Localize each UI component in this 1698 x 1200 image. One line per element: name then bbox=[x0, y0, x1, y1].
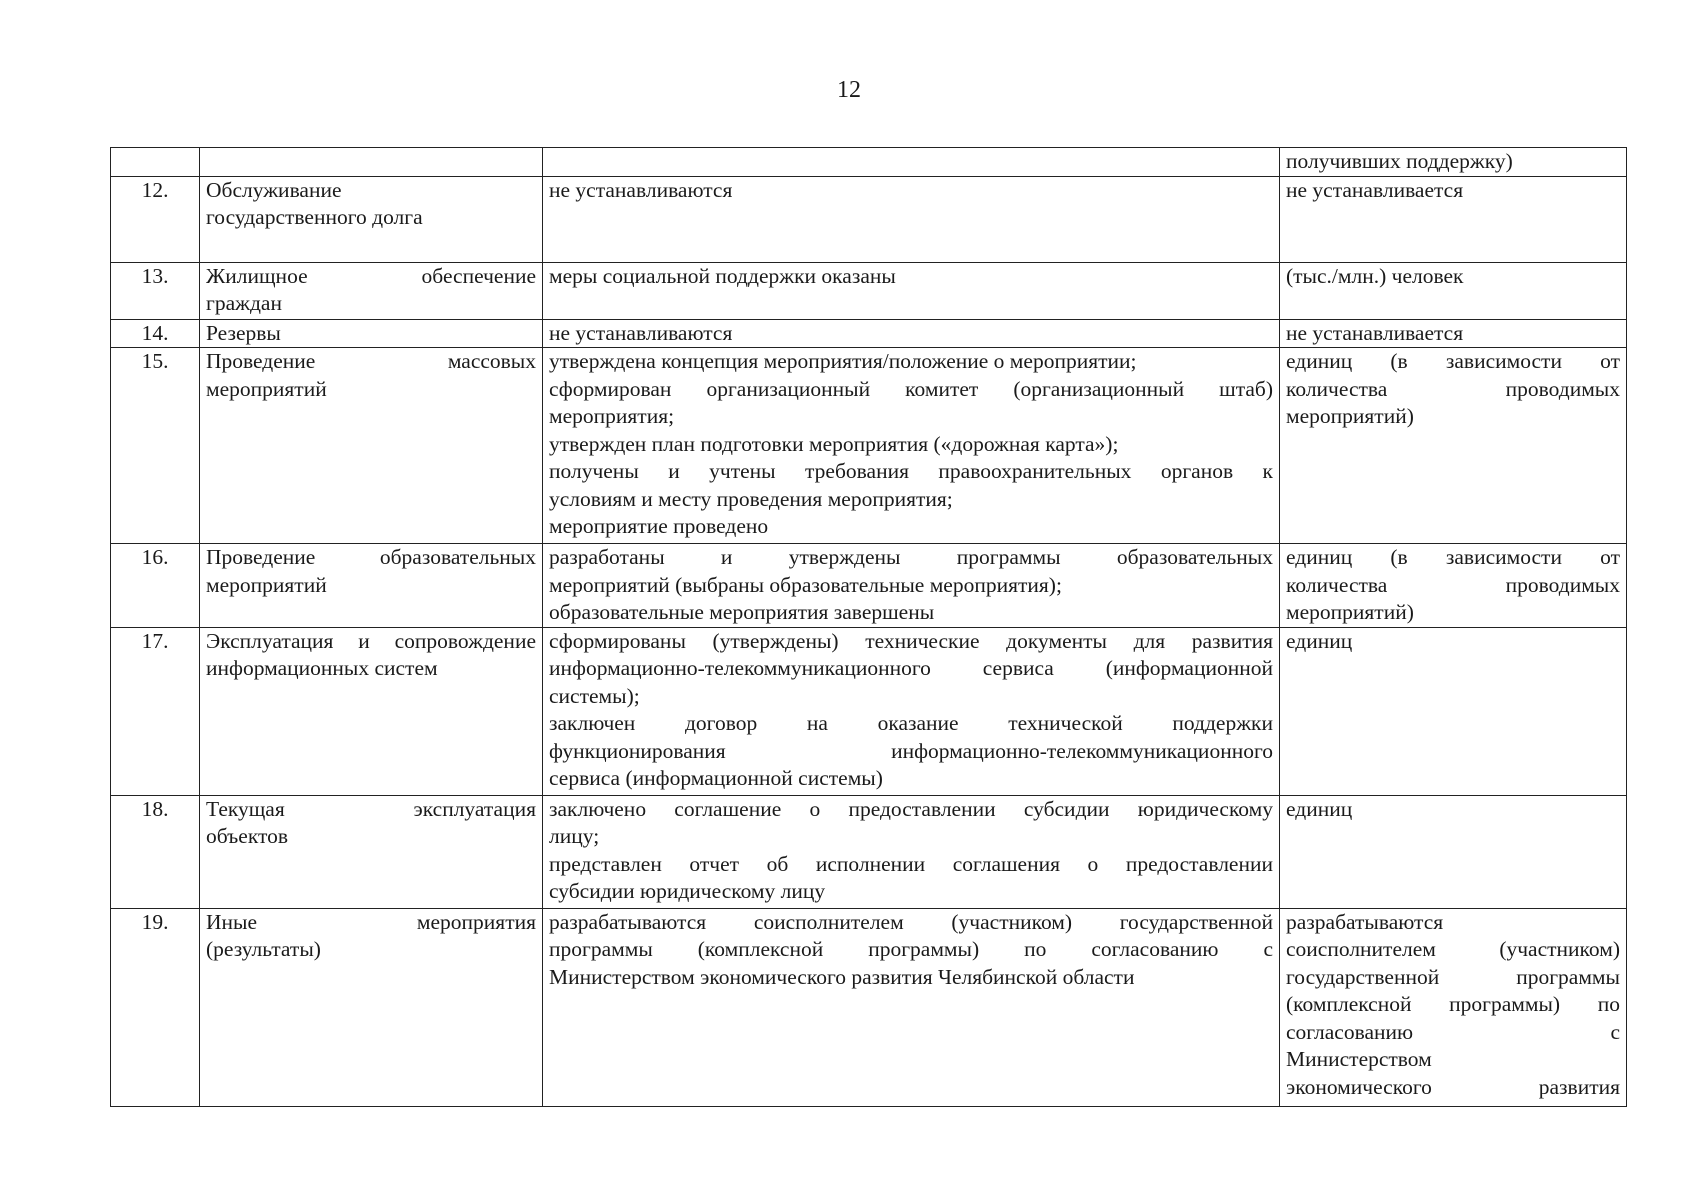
result-description-line: сервиса (информационной системы) bbox=[549, 766, 883, 790]
row-number: 15. bbox=[141, 349, 169, 373]
result-description-line: информационно-телекоммуникационного сервиса (информационной bbox=[549, 656, 1273, 680]
activity-name-cell bbox=[200, 262, 543, 319]
result-description-line: Министерством экономического развития Челябинской области bbox=[549, 964, 1135, 989]
measurement-unit-line: Министерством bbox=[1286, 1047, 1432, 1071]
table-row bbox=[111, 148, 1627, 177]
measurement-unit-cell bbox=[1280, 319, 1627, 348]
result-description-line: функционирования информационно-телекоммуникационного bbox=[549, 738, 1273, 763]
measurement-unit-line: мероприятий) bbox=[1286, 600, 1414, 624]
result-description-cell bbox=[543, 544, 1280, 628]
measurement-unit-line: соисполнителем (участником) bbox=[1286, 937, 1620, 961]
measurement-unit-line: мероприятий) bbox=[1286, 404, 1414, 428]
table-row bbox=[111, 627, 1627, 795]
row-number-cell bbox=[111, 627, 200, 795]
result-description-cell bbox=[543, 795, 1280, 908]
row-number-cell bbox=[111, 544, 200, 628]
row-number-cell bbox=[111, 262, 200, 319]
result-description-line: мероприятия; bbox=[549, 404, 675, 428]
result-description-line: условиям и месту проведения мероприятия; bbox=[549, 486, 953, 511]
table-row bbox=[111, 348, 1627, 544]
measurement-unit-line: единиц bbox=[1286, 628, 1353, 653]
result-description-line: заключено соглашение о предоставлении субсидии юридическому bbox=[549, 796, 1273, 821]
row-number-cell bbox=[111, 795, 200, 908]
measurement-unit-cell bbox=[1280, 348, 1627, 544]
measurement-unit-line: количества проводимых bbox=[1286, 572, 1620, 597]
result-description-line: не устанавливаются bbox=[549, 320, 733, 345]
result-description-line: разрабатываются соисполнителем (участником) государственной bbox=[549, 909, 1273, 934]
measures-table bbox=[110, 147, 1627, 1107]
measurement-unit-line: единиц (в зависимости от bbox=[1286, 545, 1620, 569]
result-description-line: разработаны и утверждены программы образовательных bbox=[549, 545, 1273, 569]
table-row bbox=[111, 262, 1627, 319]
activity-name-line: (результаты) bbox=[206, 937, 321, 961]
activity-name-cell bbox=[200, 544, 543, 628]
row-number-cell bbox=[111, 148, 200, 177]
row-number: 17. bbox=[141, 628, 169, 653]
activity-name-cell bbox=[200, 148, 543, 177]
result-description-line: получены и учтены требования правоохранительных органов к bbox=[549, 459, 1273, 483]
activity-name-cell bbox=[200, 908, 543, 1106]
measurement-unit-cell bbox=[1280, 627, 1627, 795]
result-description-line: меры социальной поддержки оказаны bbox=[549, 263, 896, 288]
result-description-line: сформированы (утверждены) технические документы для развития bbox=[549, 628, 1273, 653]
measurement-unit-line: экономического развития bbox=[1286, 1074, 1620, 1099]
activity-name-line: Эксплуатация и сопровождение bbox=[206, 628, 536, 653]
measurement-unit-line: получивших поддержку) bbox=[1286, 149, 1513, 173]
activity-name-line: информационных систем bbox=[206, 656, 438, 680]
row-number: 14. bbox=[141, 320, 169, 345]
page-number: 12 bbox=[837, 77, 861, 103]
row-number: 13. bbox=[141, 263, 169, 288]
result-description-cell bbox=[543, 908, 1280, 1106]
measurement-unit-line: не устанавливается bbox=[1286, 177, 1464, 202]
measurement-unit-line: разрабатываются bbox=[1286, 909, 1444, 934]
table-row bbox=[111, 544, 1627, 628]
table-row bbox=[111, 795, 1627, 908]
result-description-line: утверждена концепция мероприятия/положение о мероприятии; bbox=[549, 349, 1137, 373]
row-number-cell bbox=[111, 908, 200, 1106]
measurement-unit-cell bbox=[1280, 176, 1627, 262]
measurement-unit-line: (комплексной программы) по bbox=[1286, 992, 1620, 1016]
result-description-line: образовательные мероприятия завершены bbox=[549, 600, 935, 624]
row-number: 19. bbox=[141, 909, 169, 934]
row-number: 12. bbox=[141, 177, 169, 202]
result-description-line: представлен отчет об исполнении соглашения о предоставлении bbox=[549, 851, 1273, 876]
measurement-unit-line: согласованию с bbox=[1286, 1019, 1620, 1044]
result-description-cell bbox=[543, 176, 1280, 262]
result-description-cell bbox=[543, 148, 1280, 177]
result-description-line: лицу; bbox=[549, 824, 600, 848]
activity-name-line: Проведение образовательных bbox=[206, 545, 536, 569]
activity-name-cell bbox=[200, 627, 543, 795]
result-description-line: программы (комплексной программы) по согласованию с bbox=[549, 937, 1273, 961]
activity-name-line: Обслуживание bbox=[206, 177, 342, 202]
measurement-unit-line: не устанавливается bbox=[1286, 320, 1464, 345]
measurement-unit-line: количества проводимых bbox=[1286, 376, 1620, 401]
activity-name-line: мероприятий bbox=[206, 572, 327, 597]
table-row bbox=[111, 908, 1627, 1106]
result-description-line: мероприятий (выбраны образовательные мероприятия); bbox=[549, 572, 1062, 597]
activity-name-line: граждан bbox=[206, 291, 282, 315]
result-description-line: мероприятие проведено bbox=[549, 514, 769, 538]
activity-name-cell bbox=[200, 176, 543, 262]
measurement-unit-line: единиц bbox=[1286, 796, 1353, 821]
activity-name-line: мероприятий bbox=[206, 376, 327, 401]
row-number: 18. bbox=[141, 796, 169, 821]
measurement-unit-line: единиц (в зависимости от bbox=[1286, 349, 1620, 373]
result-description-line: не устанавливаются bbox=[549, 177, 733, 202]
measurement-unit-line: (тыс./млн.) человек bbox=[1286, 263, 1464, 288]
measurement-unit-cell bbox=[1280, 148, 1627, 177]
result-description-cell bbox=[543, 627, 1280, 795]
row-number-cell bbox=[111, 319, 200, 348]
table-body bbox=[111, 148, 1627, 1107]
result-description-line: сформирован организационный комитет (организационный штаб) bbox=[549, 376, 1273, 401]
row-number-cell bbox=[111, 348, 200, 544]
table-row bbox=[111, 176, 1627, 262]
result-description-line: утвержден план подготовки мероприятия («дорожная карта»); bbox=[549, 431, 1119, 456]
activity-name-line: Резервы bbox=[206, 320, 281, 345]
row-number-cell bbox=[111, 176, 200, 262]
row-number: 16. bbox=[141, 545, 169, 569]
activity-name-line: Жилищное обеспечение bbox=[206, 263, 536, 288]
result-description-cell bbox=[543, 262, 1280, 319]
activity-name-line: объектов bbox=[206, 824, 288, 848]
activity-name-cell bbox=[200, 348, 543, 544]
measurement-unit-line: государственной программы bbox=[1286, 964, 1620, 989]
measurement-unit-cell bbox=[1280, 262, 1627, 319]
result-description-cell bbox=[543, 319, 1280, 348]
result-description-line: системы); bbox=[549, 683, 640, 708]
measurement-unit-cell bbox=[1280, 795, 1627, 908]
activity-name-line: Иные мероприятия bbox=[206, 909, 536, 934]
result-description-cell bbox=[543, 348, 1280, 544]
activity-name-line: Проведение массовых bbox=[206, 349, 536, 373]
activity-name-cell bbox=[200, 319, 543, 348]
measurement-unit-cell bbox=[1280, 908, 1627, 1106]
activity-name-cell bbox=[200, 795, 543, 908]
result-description-line: субсидии юридическому лицу bbox=[549, 879, 826, 903]
measurement-unit-cell bbox=[1280, 544, 1627, 628]
table-row bbox=[111, 319, 1627, 348]
activity-name-line: государственного долга bbox=[206, 205, 423, 229]
activity-name-line: Текущая эксплуатация bbox=[206, 796, 536, 821]
result-description-line: заключен договор на оказание технической поддержки bbox=[549, 711, 1273, 735]
